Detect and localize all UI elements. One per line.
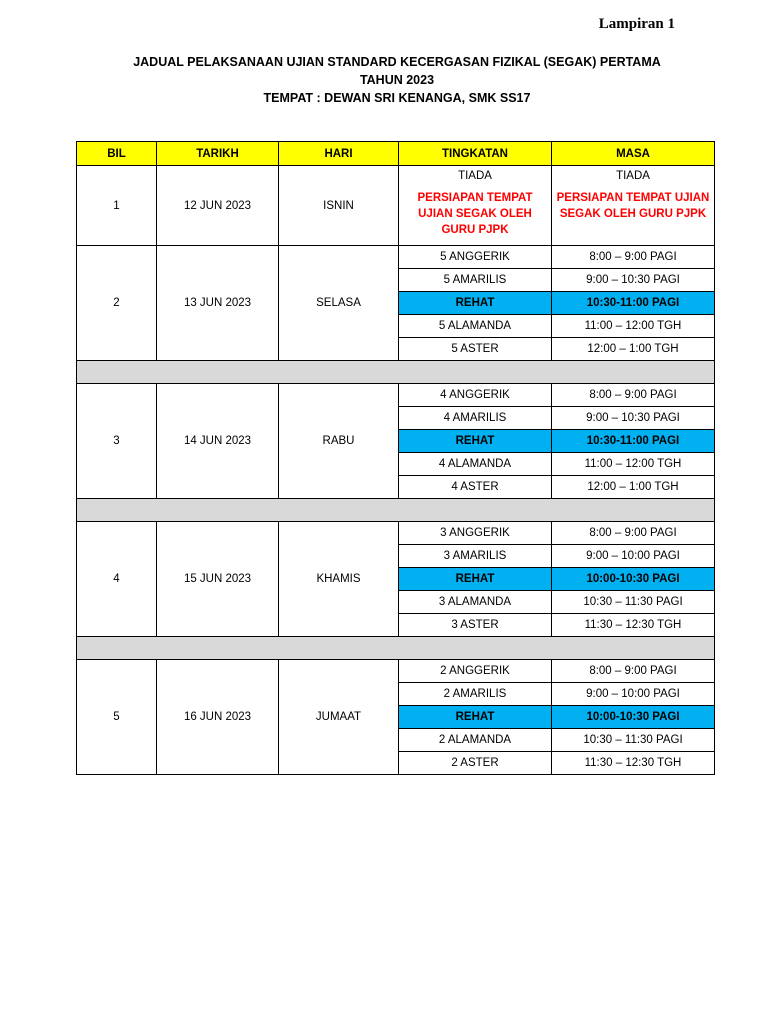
- cell-masa: 9:00 – 10:30 PAGI: [552, 269, 715, 292]
- cell-tarikh: 13 JUN 2023: [157, 246, 279, 361]
- separator-row: [77, 361, 715, 384]
- cell-tingkatan: 5 ALAMANDA: [399, 315, 552, 338]
- document-title: JADUAL PELAKSANAAN UJIAN STANDARD KECERGASAN FIZIKAL (SEGAK) PERTAMA: [133, 55, 661, 69]
- cell-masa: 11:00 – 12:00 TGH: [552, 453, 715, 476]
- cell-masa: 11:30 – 12:30 TGH: [552, 752, 715, 775]
- cell-masa: 12:00 – 1:00 TGH: [552, 338, 715, 361]
- cell-masa: 10:30 – 11:30 PAGI: [552, 591, 715, 614]
- cell-tarikh: 15 JUN 2023: [157, 522, 279, 637]
- cell-bil: 3: [77, 384, 157, 499]
- cell-rehat: REHAT: [399, 568, 552, 591]
- document-year: TAHUN 2023: [359, 73, 435, 87]
- cell-masa: 9:00 – 10:00 PAGI: [552, 545, 715, 568]
- cell-masa: 8:00 – 9:00 PAGI: [552, 660, 715, 683]
- table-row: [77, 660, 715, 683]
- cell-tingkatan: 3 ASTER: [399, 614, 552, 637]
- cell-tingkatan: 2 ALAMANDA: [399, 729, 552, 752]
- cell-masa: 8:00 – 9:00 PAGI: [552, 384, 715, 407]
- cell-tingkatan: [399, 166, 552, 246]
- masa-tiada: TIADA: [616, 170, 650, 182]
- table-row: [77, 384, 715, 407]
- cell-bil: 4: [77, 522, 157, 637]
- separator-row: [77, 637, 715, 660]
- cell-tingkatan: 4 ASTER: [399, 476, 552, 499]
- cell-masa: 9:00 – 10:30 PAGI: [552, 407, 715, 430]
- header-tarikh: TARIKH: [157, 142, 279, 166]
- cell-rehat: REHAT: [399, 706, 552, 729]
- appendix-label: Lampiran 1: [598, 16, 675, 32]
- cell-tingkatan: 4 ALAMANDA: [399, 453, 552, 476]
- cell-masa: 8:00 – 9:00 PAGI: [552, 522, 715, 545]
- cell-tingkatan: 2 AMARILIS: [399, 683, 552, 706]
- cell-rehat-masa: 10:00-10:30 PAGI: [552, 568, 715, 591]
- table-row-day-1: [77, 166, 715, 246]
- cell-hari: KHAMIS: [279, 522, 399, 637]
- cell-tingkatan: 5 ANGGERIK: [399, 246, 552, 269]
- header-tingkatan: TINGKATAN: [399, 142, 552, 166]
- cell-tingkatan: 3 ALAMANDA: [399, 591, 552, 614]
- cell-tingkatan: 3 ANGGERIK: [399, 522, 552, 545]
- cell-rehat-masa: 10:00-10:30 PAGI: [552, 706, 715, 729]
- cell-hari: ISNIN: [279, 166, 399, 246]
- separator-cell: [77, 499, 715, 522]
- cell-hari: SELASA: [279, 246, 399, 361]
- tingkatan-tiada: TIADA: [458, 170, 492, 182]
- table-row: [77, 246, 715, 269]
- table-header-row: [77, 142, 715, 166]
- cell-masa: 11:30 – 12:30 TGH: [552, 614, 715, 637]
- cell-tingkatan: 4 ANGGERIK: [399, 384, 552, 407]
- cell-masa: 12:00 – 1:00 TGH: [552, 476, 715, 499]
- cell-rehat: REHAT: [399, 430, 552, 453]
- cell-tarikh: 12 JUN 2023: [157, 166, 279, 246]
- header-masa: MASA: [552, 142, 715, 166]
- cell-hari: JUMAAT: [279, 660, 399, 775]
- masa-note: PERSIAPAN TEMPAT UJIAN SEGAK OLEH GURU PJPK: [556, 192, 710, 220]
- cell-masa: [552, 166, 715, 246]
- separator-row: [77, 499, 715, 522]
- cell-tingkatan: 5 AMARILIS: [399, 269, 552, 292]
- table-row: [77, 522, 715, 545]
- cell-tingkatan: 3 AMARILIS: [399, 545, 552, 568]
- separator-cell: [77, 637, 715, 660]
- cell-bil: 1: [77, 166, 157, 246]
- cell-tarikh: 14 JUN 2023: [157, 384, 279, 499]
- document-venue: TEMPAT : DEWAN SRI KENANGA, SMK SS17: [263, 91, 531, 105]
- cell-masa: 8:00 – 9:00 PAGI: [552, 246, 715, 269]
- schedule-table: [76, 141, 715, 775]
- cell-tingkatan: 2 ASTER: [399, 752, 552, 775]
- cell-rehat-masa: 10:30-11:00 PAGI: [552, 292, 715, 315]
- cell-rehat-masa: 10:30-11:00 PAGI: [552, 430, 715, 453]
- cell-masa: 11:00 – 12:00 TGH: [552, 315, 715, 338]
- tingkatan-note: PERSIAPAN TEMPAT UJIAN SEGAK OLEH GURU PJPK: [417, 192, 533, 236]
- cell-bil: 5: [77, 660, 157, 775]
- cell-masa: 10:30 – 11:30 PAGI: [552, 729, 715, 752]
- cell-masa: 9:00 – 10:00 PAGI: [552, 683, 715, 706]
- cell-tingkatan: 4 AMARILIS: [399, 407, 552, 430]
- header-hari: HARI: [279, 142, 399, 166]
- cell-bil: 2: [77, 246, 157, 361]
- cell-rehat: REHAT: [399, 292, 552, 315]
- cell-tingkatan: 2 ANGGERIK: [399, 660, 552, 683]
- cell-tingkatan: 5 ASTER: [399, 338, 552, 361]
- cell-tarikh: 16 JUN 2023: [157, 660, 279, 775]
- cell-hari: RABU: [279, 384, 399, 499]
- header-bil: BIL: [77, 142, 157, 166]
- document-title-block: [0, 53, 768, 107]
- separator-cell: [77, 361, 715, 384]
